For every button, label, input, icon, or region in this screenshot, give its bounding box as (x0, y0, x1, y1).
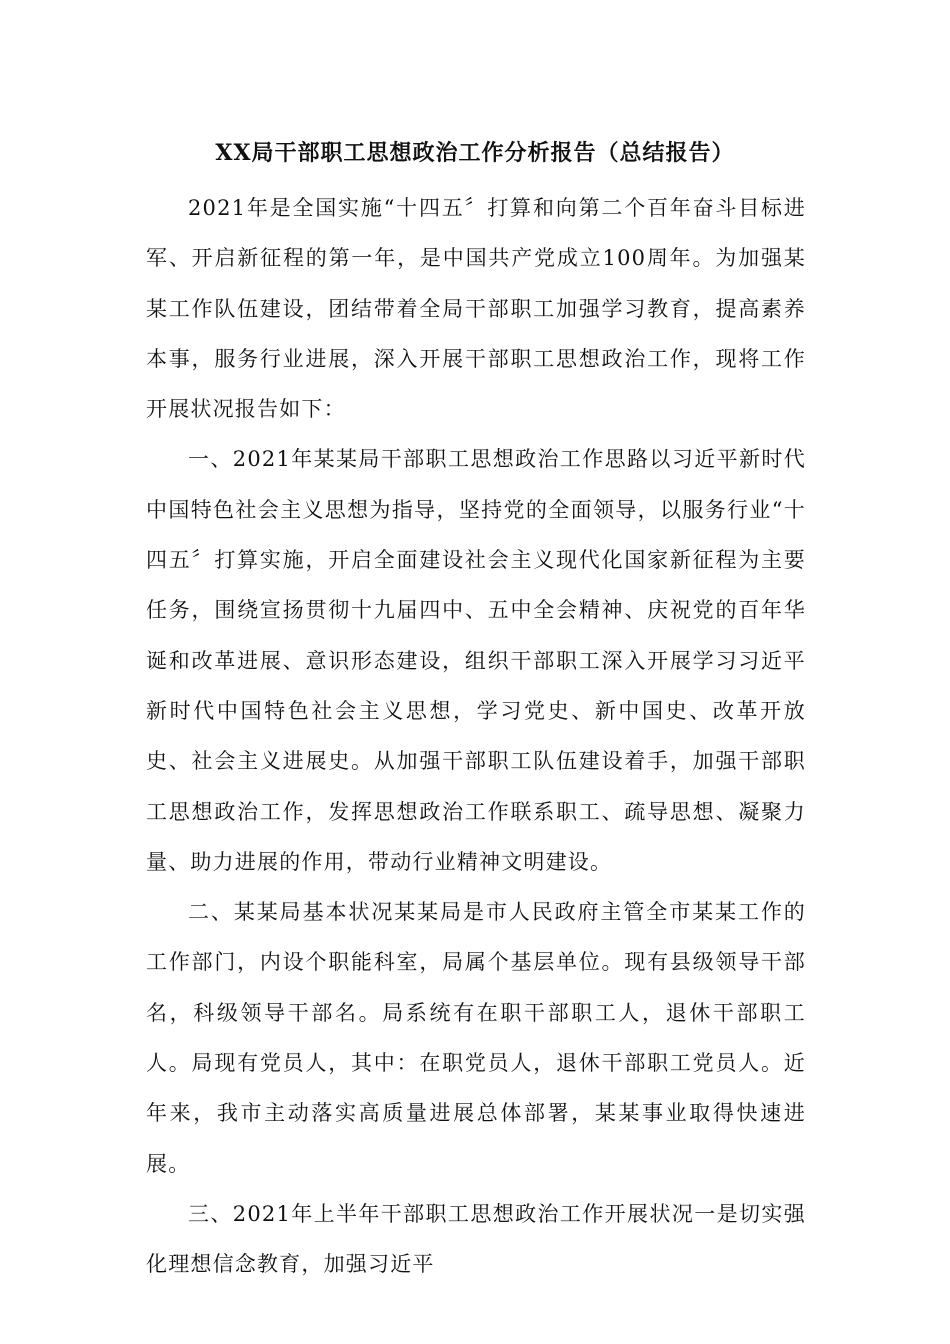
paragraph-section-1: 一、2021年某某局干部职工思想政治工作思路以习近平新时代中国特色社会主义思想为指导，坚持党的全面领导，以服务行业“十四五〞打算实施，开启全面建设社会主义现代化国家新征程为主要任务，围绕宣扬贯彻十九届四中、五中全会精神、庆祝党的百年华诞和改革进展、意识形态建设，组织干部职工深入开展学习习近平新时代中国特色社会主义思想，学习党史、新中国史、改革开放史、社会主义进展史。从加强干部职工队伍建设着手，加强干部职工思想政治工作，发挥思想政治工作联系职工、疏导思想、凝聚力量、助力进展的作用，带动行业精神文明建设。 (146, 447, 806, 874)
paragraph-section-3: 三、2021年上半年干部职工思想政治工作开展状况一是切实强化理想信念教育，加强习近平 (146, 1201, 806, 1277)
document-title: XX局干部职工思想政治工作分析报告（总结报告） (215, 140, 735, 166)
paragraph-section-2: 二、某某局基本状况某某局是市人民政府主管全市某某工作的工作部门，内设个职能科室，局属个基层单位。现有县级领导干部名，科级领导干部名。局系统有在职干部职工人，退休干部职工人。局现有党员人，其中：在职党员人，退休干部职工党员人。近年来，我市主动落实高质量进展总体部署，某某事业取得快速进展。 (146, 900, 806, 1176)
document-body (146, 183, 806, 1290)
paragraph-intro: 2021年是全国实施“十四五〞打算和向第二个百年奋斗目标进军、开启新征程的第一年，是中国共产党成立100周年。为加强某某工作队伍建设，团结带着全局干部职工加强学习教育，提高素养本事，服务行业进展，深入开展干部职工思想政治工作，现将工作开展状况报告如下： (146, 196, 806, 422)
